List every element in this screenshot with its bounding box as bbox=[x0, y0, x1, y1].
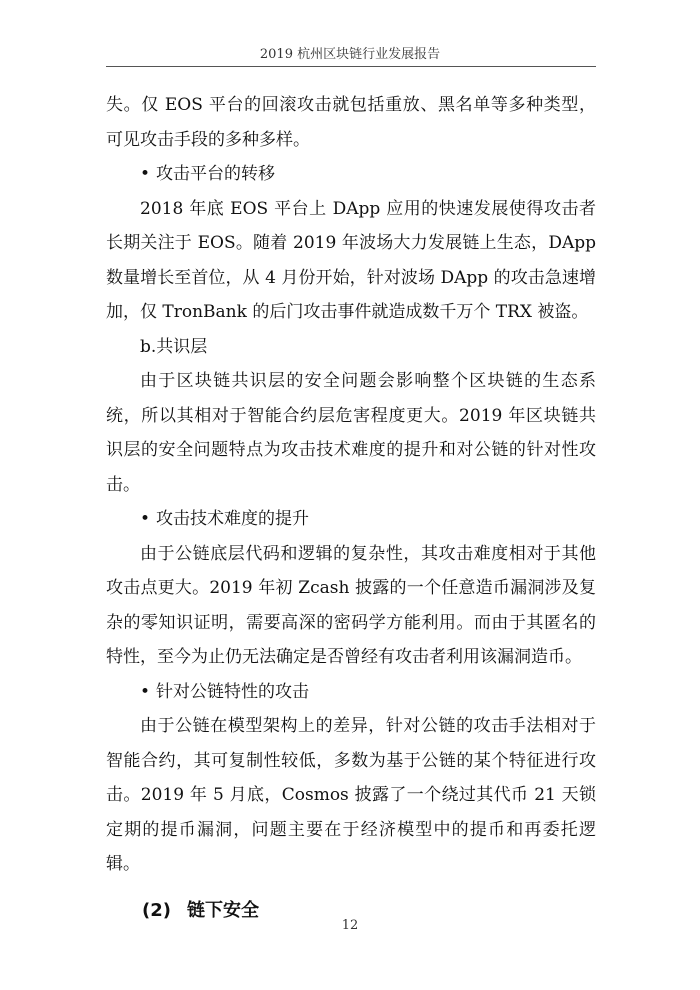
section-number: (2) bbox=[142, 899, 171, 921]
header-rule bbox=[106, 66, 596, 67]
bullet-label: 攻击技术难度的提升 bbox=[156, 509, 310, 529]
running-header: 2019 杭州区块链行业发展报告 bbox=[259, 47, 441, 62]
bullet-label: 攻击平台的转移 bbox=[156, 164, 276, 184]
bullet-item bbox=[106, 157, 596, 192]
paragraph-continuation: 失。仅 EOS 平台的回滚攻击就包括重放、黑名单等多种类型，可见攻击手段的多种多样。 bbox=[106, 95, 596, 150]
paragraph: 由于区块链共识层的安全问题会影响整个区块链的生态系统，所以其相对于智能合约层危害程度更大。2019 年区块链共识层的安全问题特点为攻击技术难度的提升和对公链的针对性攻击。 bbox=[106, 371, 596, 495]
subsection-heading: b.共识层 bbox=[140, 336, 208, 357]
paragraph: 由于公链在模型架构上的差异，针对公链的攻击手法相对于智能合约，其可复制性较低，多数为基于公链的某个特征进行攻击。2019 年 5 月底，Cosmos 披露了一个绕过其代币 21 天锁定期的提币漏洞，问题主要在于经济模型中的提币和再委托逻辑。 bbox=[106, 716, 596, 874]
bullet-item bbox=[106, 502, 596, 537]
page-number: 12 bbox=[341, 918, 359, 933]
bullet-label: 针对公链特性的攻击 bbox=[156, 681, 310, 702]
page-body bbox=[106, 88, 596, 922]
paragraph: 由于公链底层代码和逻辑的复杂性，其攻击难度相对于其他攻击点更大。2019 年初 Zcash 披露的一个任意造币漏洞涉及复杂的零知识证明，需要高深的密码学方能利用。而由于其匿名的特性，至今为止仍无法确定是否曾经有攻击者利用该漏洞造币。 bbox=[106, 543, 596, 667]
bullet-item bbox=[106, 675, 596, 710]
bullet-icon: • bbox=[140, 509, 151, 529]
bullet-icon: • bbox=[140, 164, 151, 184]
section-title: 链下安全 bbox=[186, 899, 259, 921]
bullet-icon: • bbox=[140, 681, 151, 702]
paragraph: 2018 年底 EOS 平台上 DApp 应用的快速发展使得攻击者长期关注于 EOS。随着 2019 年波场大力发展链上生态，DApp 数量增长至首位，从 4 月份开始，针对波场 DApp 的攻击急速增加，仅 TronBank 的后门攻击事件就造成数千万个 TRX 被盗。 bbox=[106, 198, 596, 322]
